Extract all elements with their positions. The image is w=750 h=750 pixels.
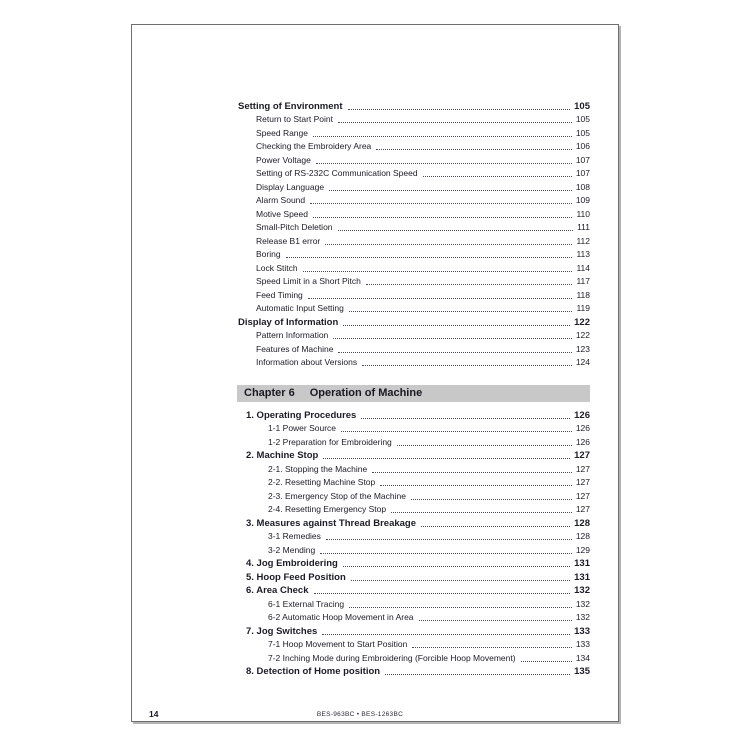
toc-entry-page: 132 — [575, 598, 590, 609]
toc-entry-page: 113 — [576, 249, 590, 259]
dot-leader — [325, 244, 572, 245]
dot-leader — [397, 445, 572, 446]
toc-entry — [238, 515, 590, 529]
toc-entry — [238, 125, 590, 139]
dot-leader — [343, 325, 570, 326]
toc-entry-label: 6. Area Check — [246, 585, 309, 596]
toc-entry-page: 122 — [574, 316, 590, 328]
toc-entry — [238, 233, 590, 247]
toc-entry — [238, 314, 590, 328]
toc-entry — [238, 247, 590, 261]
manual-page — [131, 24, 619, 722]
toc-entry-label: 7. Jog Switches — [246, 625, 318, 637]
toc-entry-label: Feed Timing — [256, 289, 303, 300]
toc-entry-label: Release B1 error — [256, 235, 321, 246]
toc-entry — [238, 179, 590, 193]
dot-leader — [341, 431, 572, 432]
toc-entry-label: 1-2 Preparation for Embroidering — [268, 436, 392, 447]
dot-leader — [313, 136, 572, 137]
toc-entry-page: 132 — [574, 585, 590, 596]
toc-entry — [238, 623, 590, 637]
dot-leader — [320, 553, 572, 554]
dot-leader — [323, 458, 570, 459]
dot-leader — [391, 512, 572, 513]
toc-part-1 — [238, 98, 590, 368]
toc-entry — [238, 434, 590, 448]
chapter-number: Chapter 6 — [244, 387, 295, 399]
footer-model-text: BES-963BC • BES-1263BC — [316, 711, 404, 718]
toc-entry-page: 126 — [575, 423, 590, 433]
toc-entry-label: Small-Pitch Deletion — [256, 222, 333, 232]
toc-entry-label: Return to Start Point — [256, 114, 334, 124]
toc-entry-page: 127 — [575, 463, 590, 474]
toc-entry-page: 122 — [575, 330, 590, 340]
toc-entry-label: 8. Detection of Home position — [246, 666, 381, 677]
toc-entry-label: Display Language — [256, 181, 325, 192]
dot-leader — [419, 620, 572, 621]
chapter-title: Operation of Machine — [309, 387, 423, 399]
toc-entry-label: Lock Stitch — [256, 262, 298, 273]
toc-entry — [238, 610, 590, 624]
dot-leader — [286, 257, 573, 258]
dot-leader — [376, 149, 572, 150]
dot-leader — [421, 526, 570, 527]
toc-entry — [238, 355, 590, 369]
toc-entry — [238, 461, 590, 475]
toc-entry — [238, 206, 590, 220]
toc-entry-page: 112 — [576, 235, 590, 246]
dot-leader — [338, 230, 574, 231]
toc-entry-label: 1. Operating Procedures — [246, 409, 357, 421]
toc-entry-label: Information about Versions — [256, 357, 358, 367]
toc-entry-page: 108 — [575, 181, 590, 192]
toc-entry-page: 127 — [575, 490, 590, 501]
dot-leader — [313, 217, 572, 218]
toc-entry — [238, 583, 590, 597]
toc-entry — [238, 341, 590, 355]
dot-leader — [372, 472, 572, 473]
toc-entry-page: 105 — [575, 127, 590, 138]
toc-entry-label: 3. Measures against Thread Breakage — [246, 517, 417, 529]
toc-entry — [238, 193, 590, 207]
toc-entry — [238, 407, 590, 421]
toc-entry — [238, 569, 590, 583]
page-number: 14 — [149, 709, 159, 719]
toc-entry-page: 107 — [575, 168, 590, 178]
toc-entry — [238, 542, 590, 556]
toc-entry-label: 2-3. Emergency Stop of the Machine — [268, 490, 406, 501]
toc-entry — [238, 139, 590, 153]
dot-leader — [361, 418, 570, 419]
toc-entry-label: Boring — [256, 249, 281, 259]
toc-entry-label: Power Voltage — [256, 154, 311, 165]
toc-entry-page: 107 — [575, 154, 590, 165]
toc-entry-label: 2-4. Resetting Emergency Stop — [268, 504, 387, 514]
dot-leader — [423, 176, 572, 177]
toc-entry-label: Features of Machine — [256, 343, 334, 354]
toc-entry-page: 127 — [575, 504, 590, 514]
dot-leader — [380, 485, 572, 486]
toc-entry-page: 105 — [575, 114, 590, 124]
toc-entry-label: 3-2 Mending — [268, 544, 316, 555]
toc-entry — [238, 98, 590, 112]
toc-entry — [238, 596, 590, 610]
toc-entry-page: 134 — [575, 652, 590, 663]
dot-leader — [366, 284, 573, 285]
toc-entry — [238, 260, 590, 274]
toc-entry-label: Speed Range — [256, 127, 308, 138]
toc-entry-label: 1-1 Power Source — [268, 423, 337, 433]
toc-entry-label: Speed Limit in a Short Pitch — [256, 276, 361, 286]
dot-leader — [338, 122, 572, 123]
toc-entry-label: Checking the Embroidery Area — [256, 141, 372, 151]
dot-leader — [322, 634, 570, 635]
toc-entry-label: 7-2 Inching Mode during Embroidering (Forcible Hoop Movement) — [268, 652, 516, 663]
dot-leader — [348, 109, 571, 110]
dot-leader — [343, 566, 570, 567]
toc-part-2 — [238, 407, 590, 677]
dot-leader — [314, 593, 571, 594]
toc-entry-label: 7-1 Hoop Movement to Start Position — [268, 639, 408, 649]
toc-entry — [238, 488, 590, 502]
dot-leader — [385, 674, 570, 675]
toc-entry — [238, 475, 590, 489]
toc-entry-label: Display of Information — [238, 316, 339, 328]
toc-entry-page: 133 — [575, 639, 590, 649]
dot-leader — [303, 271, 573, 272]
dot-leader — [349, 607, 572, 608]
toc-entry — [238, 301, 590, 315]
toc-entry-label: Setting of RS-232C Communication Speed — [256, 168, 418, 178]
dot-leader — [310, 203, 572, 204]
dot-leader — [412, 647, 571, 648]
toc-entry — [238, 166, 590, 180]
toc-entry-label: Alarm Sound — [256, 195, 306, 205]
toc-entry-label: Motive Speed — [256, 208, 308, 219]
toc-entry-page: 110 — [576, 208, 590, 219]
toc-entry-page: 117 — [576, 276, 590, 286]
toc-entry — [238, 112, 590, 126]
dot-leader — [308, 298, 573, 299]
toc-entry-page: 128 — [575, 531, 590, 541]
toc-entry — [238, 556, 590, 570]
dot-leader — [362, 365, 572, 366]
dot-leader — [521, 661, 572, 662]
toc-entry-label: Automatic Input Setting — [256, 303, 344, 313]
dot-leader — [333, 338, 572, 339]
toc-entry-page: 127 — [575, 477, 590, 487]
dot-leader — [411, 499, 572, 500]
toc-entry-page: 111 — [577, 222, 590, 232]
toc-entry-page: 119 — [576, 303, 590, 313]
toc-entry — [238, 529, 590, 543]
toc-entry-label: Pattern Information — [256, 330, 329, 340]
toc-entry-label: 5. Hoop Feed Position — [246, 571, 346, 583]
toc-entry-page: 123 — [575, 343, 590, 354]
toc-entry — [238, 421, 590, 435]
dot-leader — [338, 352, 571, 353]
chapter-header-bar — [237, 385, 590, 402]
toc-entry-label: 6-1 External Tracing — [268, 598, 345, 609]
toc-entry-page: 118 — [576, 289, 590, 300]
toc-entry-page: 126 — [574, 409, 590, 421]
toc-entry — [238, 220, 590, 234]
toc-entry — [238, 637, 590, 651]
toc-entry-page: 106 — [575, 141, 590, 151]
toc-entry — [238, 152, 590, 166]
toc-entry-page: 127 — [574, 450, 590, 461]
toc-entry — [238, 502, 590, 516]
toc-entry-label: Setting of Environment — [238, 100, 343, 112]
toc-entry-page: 132 — [575, 612, 590, 622]
toc-entry-page: 105 — [574, 100, 590, 112]
toc-entry — [238, 448, 590, 462]
toc-entry-page: 131 — [574, 571, 590, 583]
toc-entry — [238, 650, 590, 664]
toc-entry-label: 2-1. Stopping the Machine — [268, 463, 368, 474]
dot-leader — [329, 190, 572, 191]
toc-entry-label: 4. Jog Embroidering — [246, 558, 338, 569]
toc-entry — [238, 287, 590, 301]
toc-entry-page: 135 — [574, 666, 590, 677]
dot-leader — [349, 311, 573, 312]
toc-entry-page: 128 — [574, 517, 590, 529]
toc-entry-label: 2. Machine Stop — [246, 450, 319, 461]
toc-entry-page: 126 — [575, 436, 590, 447]
toc-entry — [238, 664, 590, 678]
toc-entry — [238, 274, 590, 288]
toc-entry-page: 133 — [574, 625, 590, 637]
dot-leader — [316, 163, 572, 164]
dot-leader — [351, 580, 570, 581]
toc-entry — [238, 328, 590, 342]
toc-entry-page: 131 — [574, 558, 590, 569]
toc-entry-label: 6-2 Automatic Hoop Movement in Area — [268, 612, 414, 622]
toc-entry-page: 109 — [575, 195, 590, 205]
toc-entry-page: 124 — [575, 357, 590, 367]
toc-entry-label: 2-2. Resetting Machine Stop — [268, 477, 376, 487]
toc-entry-page: 114 — [576, 262, 590, 273]
toc-entry-label: 3-1 Remedies — [268, 531, 321, 541]
toc-entry-page: 129 — [575, 544, 590, 555]
dot-leader — [326, 539, 572, 540]
